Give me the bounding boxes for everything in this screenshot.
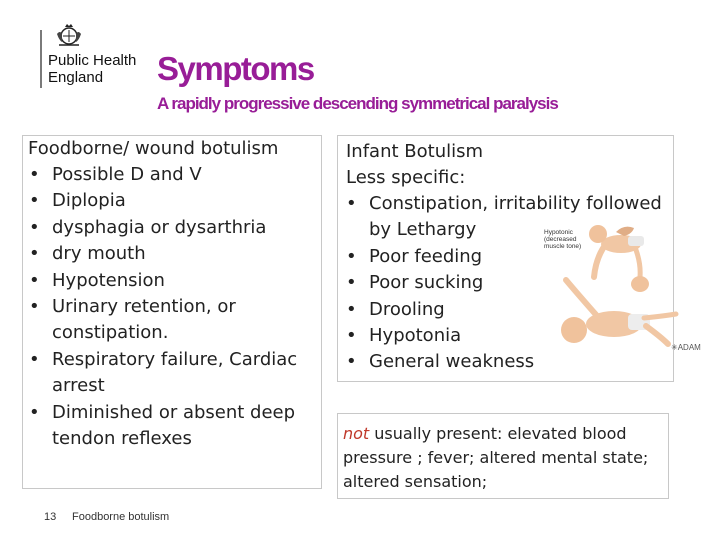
list-item: • Hypotonia bbox=[346, 325, 462, 347]
illustration-label-line: (decreased bbox=[544, 236, 577, 243]
panel-subheading: Less specific: bbox=[346, 167, 466, 188]
list-item: • dysphagia or dysarthria bbox=[29, 216, 267, 238]
credit-text: ADAM bbox=[677, 343, 701, 352]
organization-name: Public Health England bbox=[48, 52, 137, 86]
list-item: • Respiratory failure, Cardiac arrest bbox=[29, 348, 298, 397]
list-item: • dry mouth bbox=[29, 243, 146, 265]
list-item: • Diminished or absent deep tendon reflexes bbox=[29, 401, 296, 450]
illustration-label-line: Hypotonic bbox=[544, 229, 573, 236]
illustration-label-line: muscle tone) bbox=[544, 243, 582, 250]
list-item: • Diplopia bbox=[29, 190, 126, 212]
list-item: • General weakness bbox=[346, 351, 535, 373]
list-item: • Poor sucking bbox=[346, 272, 484, 294]
list-item: • Drooling bbox=[346, 298, 445, 320]
note-emphasis: not bbox=[343, 424, 370, 443]
illustration-credit bbox=[671, 343, 701, 352]
foodborne-botulism-panel bbox=[22, 135, 322, 489]
royal-crest-icon bbox=[54, 22, 84, 48]
list-item: • Poor feeding bbox=[346, 245, 483, 267]
credit-mark: ✳ bbox=[671, 343, 678, 352]
note-text bbox=[343, 422, 665, 494]
logo-divider bbox=[40, 30, 42, 88]
list-item: • Urinary retention, or constipation. bbox=[29, 296, 236, 344]
footer-title: Foodborne botulism bbox=[72, 511, 170, 523]
page-subtitle: A rapidly progressive descending symmetrical paralysis bbox=[157, 94, 558, 113]
note-body: usually present: elevated blood pressure ; fever; altered mental state; altered sensation; bbox=[343, 424, 649, 491]
hypotonic-infant-illustration bbox=[536, 222, 706, 362]
page-title: Symptoms bbox=[157, 50, 314, 87]
page-number: 13 bbox=[44, 511, 57, 523]
list-item: • Constipation, irritability followed by Lethargy bbox=[346, 193, 662, 241]
list-item: • Possible D and V bbox=[29, 164, 202, 185]
not-present-note bbox=[337, 413, 669, 499]
phe-logo bbox=[40, 22, 150, 92]
list-item: • Hypotension bbox=[29, 269, 165, 291]
panel-heading: Foodborne/ wound botulism bbox=[28, 138, 279, 159]
symptom-list bbox=[23, 162, 313, 452]
panel-heading: Infant Botulism bbox=[346, 141, 484, 162]
